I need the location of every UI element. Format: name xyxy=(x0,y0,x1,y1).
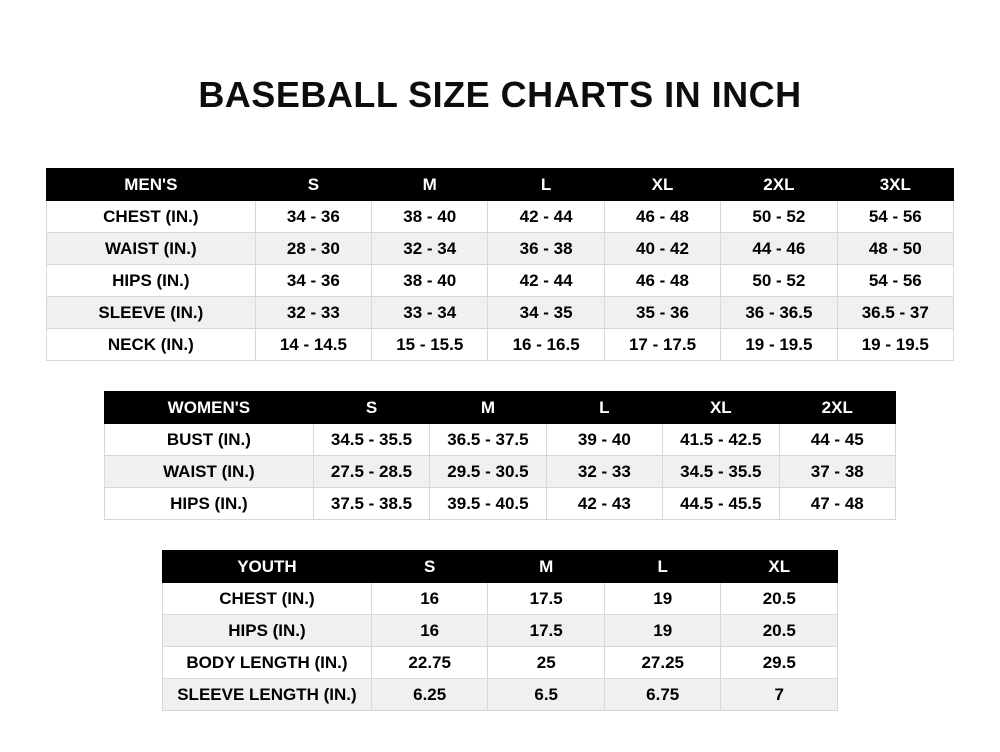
row-label: CHEST (IN.) xyxy=(163,583,372,615)
cell: 34.5 - 35.5 xyxy=(313,424,429,456)
cell: 42 - 44 xyxy=(488,201,604,233)
mens-table-wrapper xyxy=(0,168,1000,361)
youth-table-body xyxy=(163,583,838,711)
mens-header-3xl: 3XL xyxy=(837,169,953,201)
cell: 33 - 34 xyxy=(372,297,488,329)
cell: 17 - 17.5 xyxy=(604,329,720,361)
table-row xyxy=(47,297,954,329)
cell: 6.25 xyxy=(371,679,488,711)
cell: 47 - 48 xyxy=(779,488,895,520)
table-row xyxy=(47,233,954,265)
table-header-row xyxy=(163,551,838,583)
table-row xyxy=(47,201,954,233)
table-spacer xyxy=(0,520,1000,550)
youth-header-category: YOUTH xyxy=(163,551,372,583)
womens-header-s: S xyxy=(313,392,429,424)
cell: 20.5 xyxy=(721,583,838,615)
cell: 50 - 52 xyxy=(721,265,837,297)
cell: 48 - 50 xyxy=(837,233,953,265)
cell: 6.5 xyxy=(488,679,605,711)
cell: 46 - 48 xyxy=(604,265,720,297)
cell: 36 - 36.5 xyxy=(721,297,837,329)
table-row xyxy=(163,615,838,647)
table-spacer xyxy=(0,361,1000,391)
cell: 17.5 xyxy=(488,583,605,615)
page-title: BASEBALL SIZE CHARTS IN INCH xyxy=(198,74,802,115)
row-label: WAIST (IN.) xyxy=(47,233,256,265)
table-row xyxy=(47,329,954,361)
womens-header-2xl: 2XL xyxy=(779,392,895,424)
table-header-row xyxy=(105,392,896,424)
cell: 39.5 - 40.5 xyxy=(430,488,546,520)
mens-size-table xyxy=(46,168,954,361)
youth-header-xl: XL xyxy=(721,551,838,583)
mens-table-head xyxy=(47,169,954,201)
size-tables xyxy=(0,168,1000,711)
row-label: HIPS (IN.) xyxy=(163,615,372,647)
youth-header-m: M xyxy=(488,551,605,583)
cell: 44.5 - 45.5 xyxy=(663,488,779,520)
cell: 32 - 33 xyxy=(546,456,662,488)
cell: 34 - 36 xyxy=(255,265,371,297)
table-row xyxy=(105,424,896,456)
cell: 40 - 42 xyxy=(604,233,720,265)
cell: 38 - 40 xyxy=(372,265,488,297)
cell: 38 - 40 xyxy=(372,201,488,233)
cell: 27.25 xyxy=(604,647,721,679)
row-label: NECK (IN.) xyxy=(47,329,256,361)
cell: 32 - 34 xyxy=(372,233,488,265)
cell: 28 - 30 xyxy=(255,233,371,265)
table-header-row xyxy=(47,169,954,201)
table-row xyxy=(47,265,954,297)
cell: 36 - 38 xyxy=(488,233,604,265)
mens-header-2xl: 2XL xyxy=(721,169,837,201)
row-label: BODY LENGTH (IN.) xyxy=(163,647,372,679)
youth-table-head xyxy=(163,551,838,583)
cell: 37 - 38 xyxy=(779,456,895,488)
table-row xyxy=(163,647,838,679)
youth-table-wrapper xyxy=(0,550,1000,711)
womens-size-table xyxy=(104,391,896,520)
row-label: HIPS (IN.) xyxy=(105,488,314,520)
cell: 25 xyxy=(488,647,605,679)
cell: 35 - 36 xyxy=(604,297,720,329)
cell: 42 - 43 xyxy=(546,488,662,520)
cell: 42 - 44 xyxy=(488,265,604,297)
mens-header-category: MEN'S xyxy=(47,169,256,201)
table-row xyxy=(105,456,896,488)
cell: 36.5 - 37.5 xyxy=(430,424,546,456)
cell: 19 xyxy=(604,583,721,615)
cell: 22.75 xyxy=(371,647,488,679)
cell: 34 - 35 xyxy=(488,297,604,329)
cell: 44 - 45 xyxy=(779,424,895,456)
row-label: HIPS (IN.) xyxy=(47,265,256,297)
row-label: SLEEVE LENGTH (IN.) xyxy=(163,679,372,711)
youth-header-l: L xyxy=(604,551,721,583)
cell: 29.5 xyxy=(721,647,838,679)
cell: 44 - 46 xyxy=(721,233,837,265)
cell: 34.5 - 35.5 xyxy=(663,456,779,488)
cell: 19 - 19.5 xyxy=(837,329,953,361)
cell: 14 - 14.5 xyxy=(255,329,371,361)
cell: 16 xyxy=(371,583,488,615)
womens-table-head xyxy=(105,392,896,424)
cell: 34 - 36 xyxy=(255,201,371,233)
mens-table-body xyxy=(47,201,954,361)
row-label: SLEEVE (IN.) xyxy=(47,297,256,329)
cell: 32 - 33 xyxy=(255,297,371,329)
cell: 17.5 xyxy=(488,615,605,647)
cell: 54 - 56 xyxy=(837,265,953,297)
mens-header-xl: XL xyxy=(604,169,720,201)
womens-header-category: WOMEN'S xyxy=(105,392,314,424)
cell: 6.75 xyxy=(604,679,721,711)
cell: 16 - 16.5 xyxy=(488,329,604,361)
mens-header-l: L xyxy=(488,169,604,201)
womens-header-l: L xyxy=(546,392,662,424)
womens-table-wrapper xyxy=(0,391,1000,520)
mens-header-m: M xyxy=(372,169,488,201)
row-label: WAIST (IN.) xyxy=(105,456,314,488)
youth-header-s: S xyxy=(371,551,488,583)
cell: 19 xyxy=(604,615,721,647)
cell: 36.5 - 37 xyxy=(837,297,953,329)
cell: 19 - 19.5 xyxy=(721,329,837,361)
cell: 39 - 40 xyxy=(546,424,662,456)
cell: 16 xyxy=(371,615,488,647)
cell: 15 - 15.5 xyxy=(372,329,488,361)
womens-header-xl: XL xyxy=(663,392,779,424)
cell: 29.5 - 30.5 xyxy=(430,456,546,488)
youth-size-table xyxy=(162,550,838,711)
table-row xyxy=(105,488,896,520)
cell: 50 - 52 xyxy=(721,201,837,233)
cell: 41.5 - 42.5 xyxy=(663,424,779,456)
row-label: CHEST (IN.) xyxy=(47,201,256,233)
cell: 54 - 56 xyxy=(837,201,953,233)
womens-table-body xyxy=(105,424,896,520)
table-row xyxy=(163,583,838,615)
womens-header-m: M xyxy=(430,392,546,424)
cell: 27.5 - 28.5 xyxy=(313,456,429,488)
row-label: BUST (IN.) xyxy=(105,424,314,456)
cell: 7 xyxy=(721,679,838,711)
cell: 46 - 48 xyxy=(604,201,720,233)
cell: 20.5 xyxy=(721,615,838,647)
mens-header-s: S xyxy=(255,169,371,201)
cell: 37.5 - 38.5 xyxy=(313,488,429,520)
table-row xyxy=(163,679,838,711)
